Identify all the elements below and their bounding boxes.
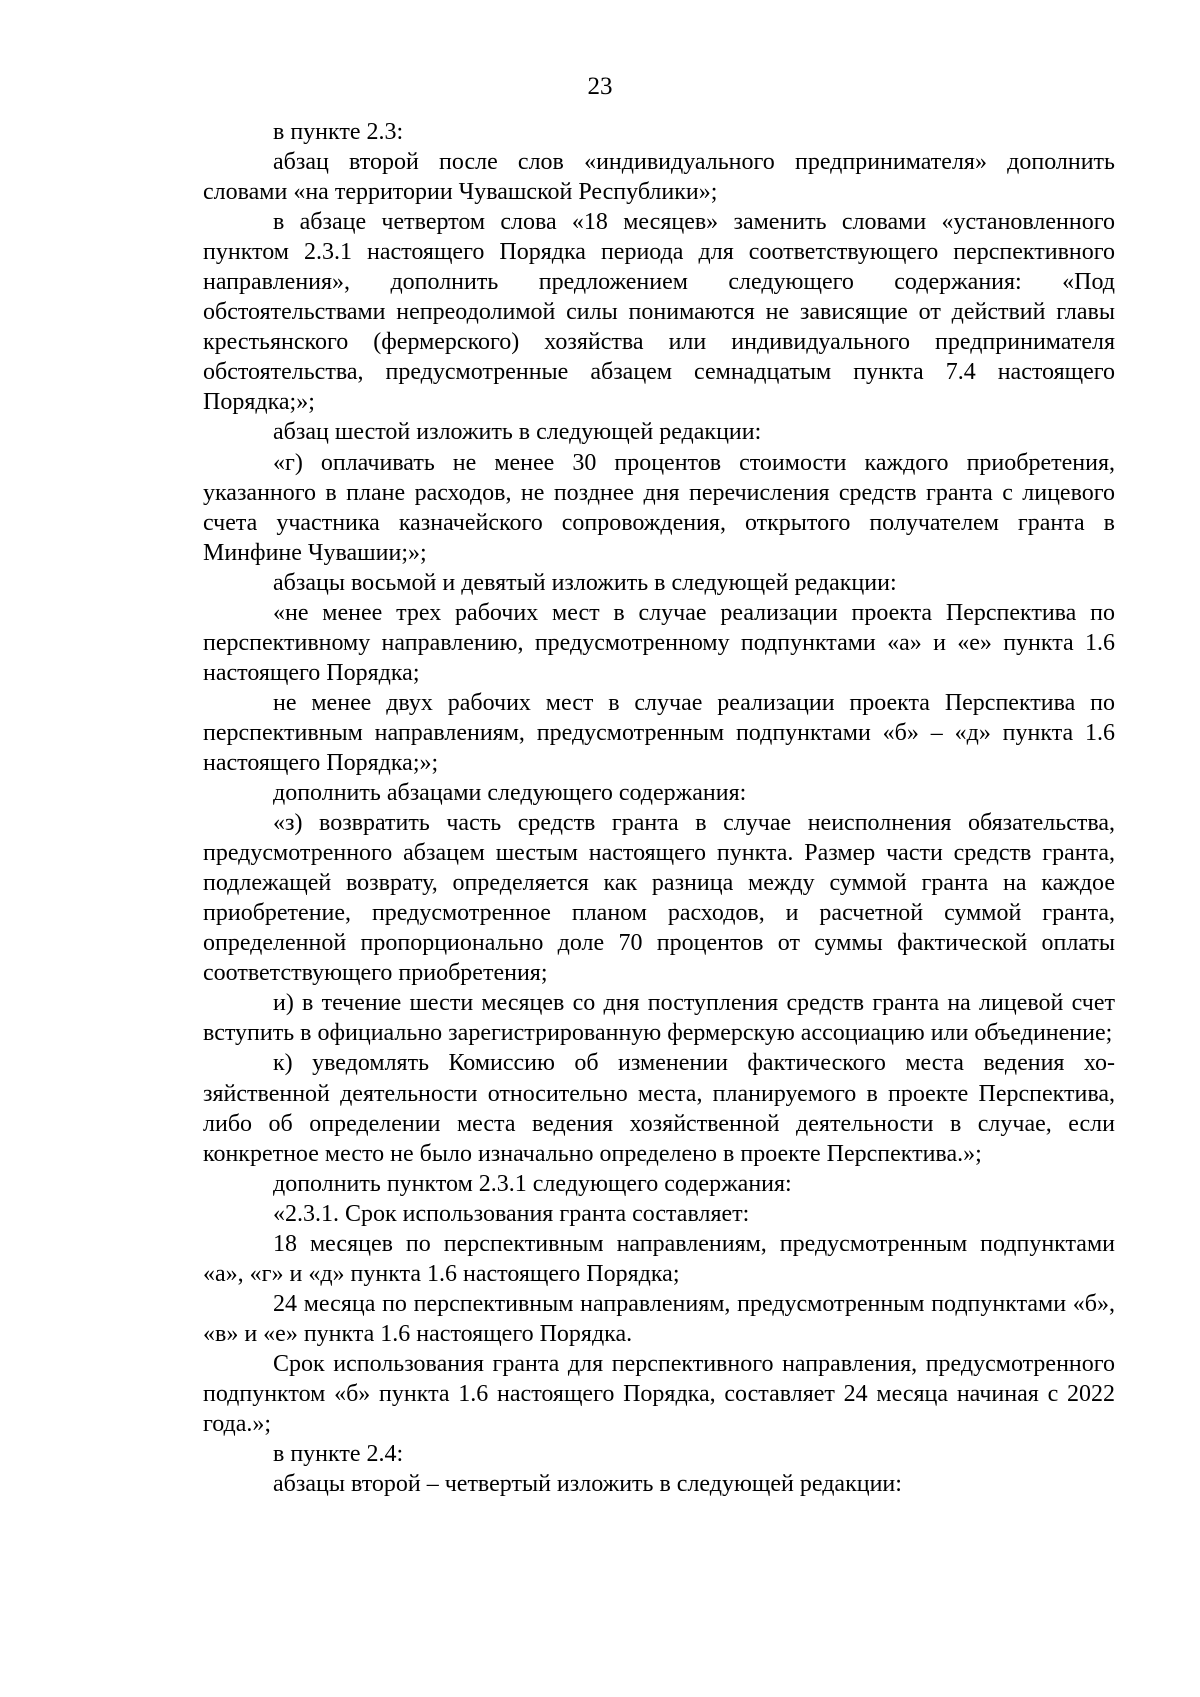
paragraph: «не менее трех рабочих мест в случае реализации проекта Перспектива по перспективному направлению, предусмотренному подпунктами «а» и «е» пункта 1.6 настоящего Порядка; bbox=[203, 599, 1115, 686]
paragraph: Срок использования гранта для перспективного направления, предусмотренного подпунктом «б» пункта 1.6 настоящего Порядка, составляет 24 месяца начиная с 2022 года.»; bbox=[203, 1350, 1115, 1438]
paragraph: 18 месяцев по перспективным направлениям, предусмотренным подпунктами «а», «г» и «д» пункта 1.6 настоящего Порядка; bbox=[203, 1230, 1115, 1287]
paragraph: в пункте 2.4: bbox=[273, 1441, 404, 1468]
document-body bbox=[203, 117, 1115, 1499]
paragraph: к) уведомлять Комиссию об изменении фактического места ведения хозяйственной деятельности относительно места, планируемого в проекте Перспектива, либо об определении места ведения хозяйственной деятельности в случае, если конкретное место не было изначально определено в проекте Перспектива.»; bbox=[203, 1050, 1115, 1167]
paragraph: в абзаце четвертом слова «18 месяцев» заменить словами «установленного пунктом 2.3.1 настоящего Порядка периода для соответствующего перспективного направления», дополнить предложением следующего содержания: «Под обстоятельствами непреодолимой силы понимаются не зависящие от действий главы крестьянского (фермерского) хозяйства или индивидуального предпринимателя обстоятельства, предусмотренные абзацем семнадцатым пункта 7.4 настоящего Порядка;»; bbox=[203, 209, 1115, 416]
paragraph: дополнить абзацами следующего содержания: bbox=[273, 780, 747, 807]
paragraph: «2.3.1. Срок использования гранта составляет: bbox=[273, 1200, 750, 1227]
paragraph: абзац второй после слов «индивидуального предпринимателя» дополнить словами «на территории Чувашской Республики»; bbox=[203, 149, 1115, 206]
paragraph: 24 месяца по перспективным направлениям, предусмотренным подпунктами «б», «в» и «е» пункта 1.6 настоящего Порядка. bbox=[203, 1290, 1115, 1347]
paragraph: «з) возвратить часть средств гранта в случае неисполнения обязательства, предусмотренного абзацем шестым настоящего пункта. Размер части средств гранта, подлежащей возврату, определяется как разница между суммой гранта на каждое приобретение, предусмотренное планом расходов, и расчетной суммой гранта, определенной пропорционально доле 70 процентов от суммы фактической оплаты соответствующего приобретения; bbox=[203, 810, 1115, 987]
paragraph: «г) оплачивать не менее 30 процентов стоимости каждого приобретения, указанного в плане расходов, не позднее дня перечисления средств гранта с лицевого счета участника казначейского сопровождения, открытого получателем гранта в Минфине Чувашии;»; bbox=[203, 449, 1115, 566]
paragraph: не менее двух рабочих мест в случае реализации проекта Перспектива по перспективным направлениям, предусмотренным подпунктами «б» – «д» пункта 1.6 настоящего Порядка;»; bbox=[203, 689, 1115, 776]
paragraph: дополнить пунктом 2.3.1 следующего содержания: bbox=[273, 1170, 792, 1197]
paragraph: абзацы восьмой и девятый изложить в следующей редакции: bbox=[273, 569, 897, 596]
page-number: 23 bbox=[587, 73, 613, 100]
paragraph: и) в течение шести месяцев со дня поступления средств гранта на лицевой счет вступить в официально зарегистрированную фермерскую ассоциацию или объединение; bbox=[203, 990, 1115, 1047]
paragraph: абзацы второй – четвертый изложить в следующей редакции: bbox=[273, 1471, 902, 1498]
paragraph: абзац шестой изложить в следующей редакции: bbox=[273, 419, 762, 446]
paragraph: в пункте 2.3: bbox=[273, 119, 404, 145]
